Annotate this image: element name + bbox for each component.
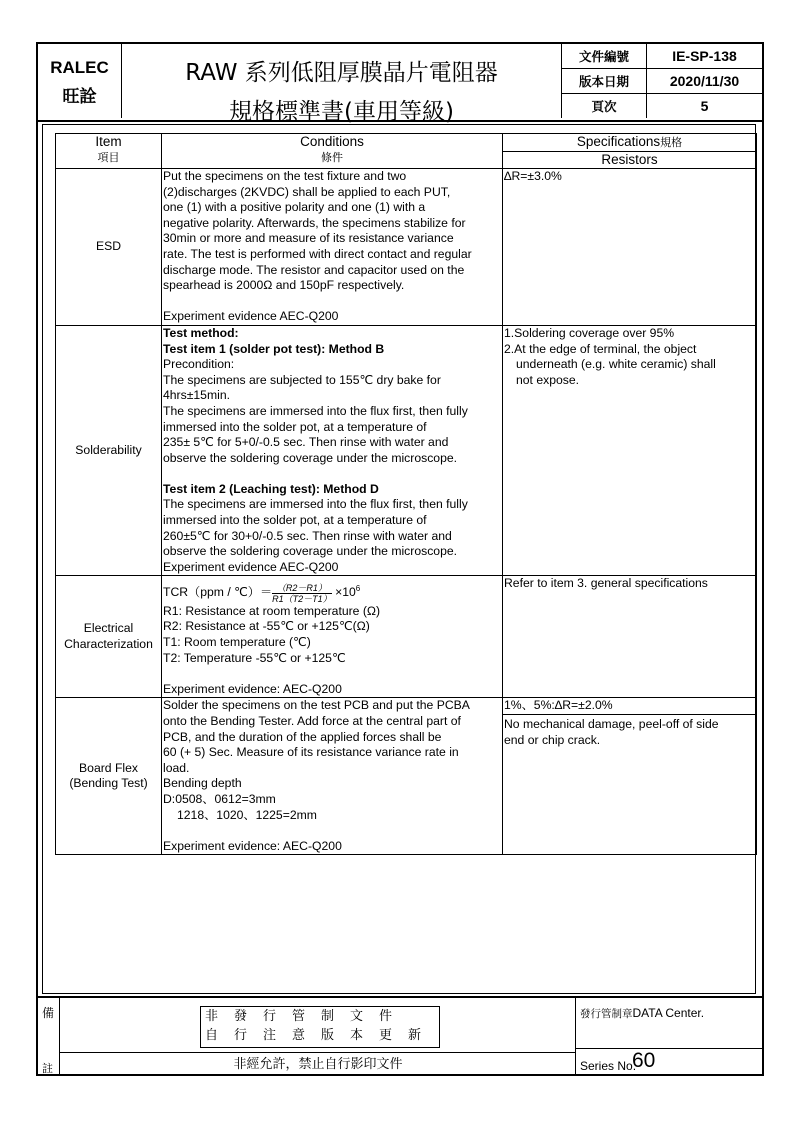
- table-row: [56, 169, 757, 326]
- doc-no-label: 文件編號: [562, 44, 647, 68]
- document-title: [122, 44, 562, 125]
- conditions-solderability: Test method: Test item 1 (solder pot test): Method B Precondition: The specimens are subjected to 155℃ dry bake for 4hrs±15min. The specimens are immersed into the flux first, then fully immersed into the solder pot, at a temperature of 235± 5℃ for 5+0/-0.5 sec. Then rinse with water and observe the soldering coverage under the microscope. Test item 2 (Leaching test): Method D The specimens are immersed into the flux first, then fully immersed into the solder pot, at a temperature of 260±5℃ for 30+0/-0.5 sec. Then rinse with water and observe the soldering coverage under the microscope. Experiment evidence AEC-Q200: [162, 325, 503, 576]
- tcr-formula: TCR（ppm / ℃）＝ $\frac{(R2-R1)}{R1(T2-T1)}$ $\times 10^6$: [163, 582, 361, 604]
- item-solderability: Solderability: [56, 325, 162, 576]
- document-meta: [562, 44, 762, 118]
- item-esd: ESD: [56, 169, 162, 326]
- remarks-label: 備 註: [38, 998, 60, 1076]
- title-line-2: 規格標準書(車用等級): [229, 99, 454, 125]
- company-logo: [38, 44, 122, 118]
- date-label: 版本日期: [562, 68, 647, 93]
- data-center-label: 發行管制章DATA Center.: [580, 1006, 705, 1020]
- data-center-area: [576, 998, 762, 1076]
- document-footer: [38, 996, 762, 1076]
- document-page: [36, 42, 764, 1076]
- spec-electrical: Refer to item 3. general specifications: [503, 576, 757, 698]
- spec-board-flex: 1%、5%:∆R=±2.0% No mechanical damage, peel-off of side end or chip crack.: [503, 698, 757, 855]
- uncontrolled-document-stamp: 非發行管制文件 自行注意版本更新: [200, 1006, 440, 1048]
- table-row: [56, 576, 757, 698]
- col-header-item: Item 項目: [56, 134, 162, 169]
- doc-no: IE-SP-138: [647, 44, 763, 68]
- spec-solderability: 1.Soldering coverage over 95% 2.At the edge of terminal, the object underneath (e.g. white ceramic) shall not expose.: [503, 325, 757, 576]
- series-number: Series No. 60: [576, 1048, 762, 1077]
- page-number: 5: [647, 94, 763, 118]
- revision-date: 2020/11/30: [647, 68, 763, 93]
- spec-esd: ∆R=±3.0%: [503, 169, 757, 326]
- conditions-board-flex: Solder the specimens on the test PCB and put the PCBA onto the Bending Tester. Add force at the central part of PCB, and the duration of the applied forces shall be 60 (+ 5) Sec. Measure of its resistance variance rate in load. Bending depth D:0508、0612=3mm 1218、1020、1225=2mm Experiment evidence: AEC-Q200: [162, 698, 503, 855]
- content-frame: [42, 124, 756, 994]
- copy-prohibited-notice: 非經允許，禁止自行影印文件: [60, 1052, 576, 1077]
- specification-table: [55, 133, 757, 855]
- conditions-electrical: TCR（ppm / ℃）＝ $\frac{(R2-R1)}{R1(T2-T1)}$ $\times 10^6$ R1: Resistance at room temperature (Ω) R2: Resistance at -55℃ or +125℃(Ω) T1: Room temperature (℃) T2: Temperature -55℃ or +125℃ Experiment evidence: AEC-Q200: [162, 576, 503, 698]
- col-header-specifications: Specifications規格: [503, 134, 757, 152]
- company-name-en: RALEC: [50, 58, 109, 77]
- table-row: [56, 325, 757, 576]
- document-header: [38, 44, 762, 125]
- conditions-esd: Put the specimens on the test fixture and two (2)discharges (2KVDC) shall be applied to each PUT, one (1) with a positive polarity and one (1) with a negative polarity. Afterwards, the specimens stabilize for 30min or more and measure of its resistance variance rate. The test is performed with direct contact and regular discharge mode. The resistor and capacitor used on the spearhead is 2000Ω and 150pF respectively. Experiment evidence AEC-Q200: [162, 169, 503, 326]
- company-name-zh: 旺詮: [62, 87, 97, 107]
- item-board-flex: Board Flex (Bending Test): [56, 698, 162, 855]
- page-label: 頁次: [562, 94, 647, 118]
- col-header-resistors: Resistors: [503, 152, 757, 169]
- col-header-conditions: Conditions 條件: [162, 134, 503, 169]
- title-line-1: RAW 系列低阻厚膜晶片電阻器: [185, 60, 498, 86]
- item-electrical-characterization: Electrical Characterization: [56, 576, 162, 698]
- tcr-fraction: $\frac{(R2-R1)}{R1(T2-T1)}$: [272, 582, 332, 604]
- table-row: [56, 698, 757, 855]
- control-stamp-area: [60, 998, 576, 1076]
